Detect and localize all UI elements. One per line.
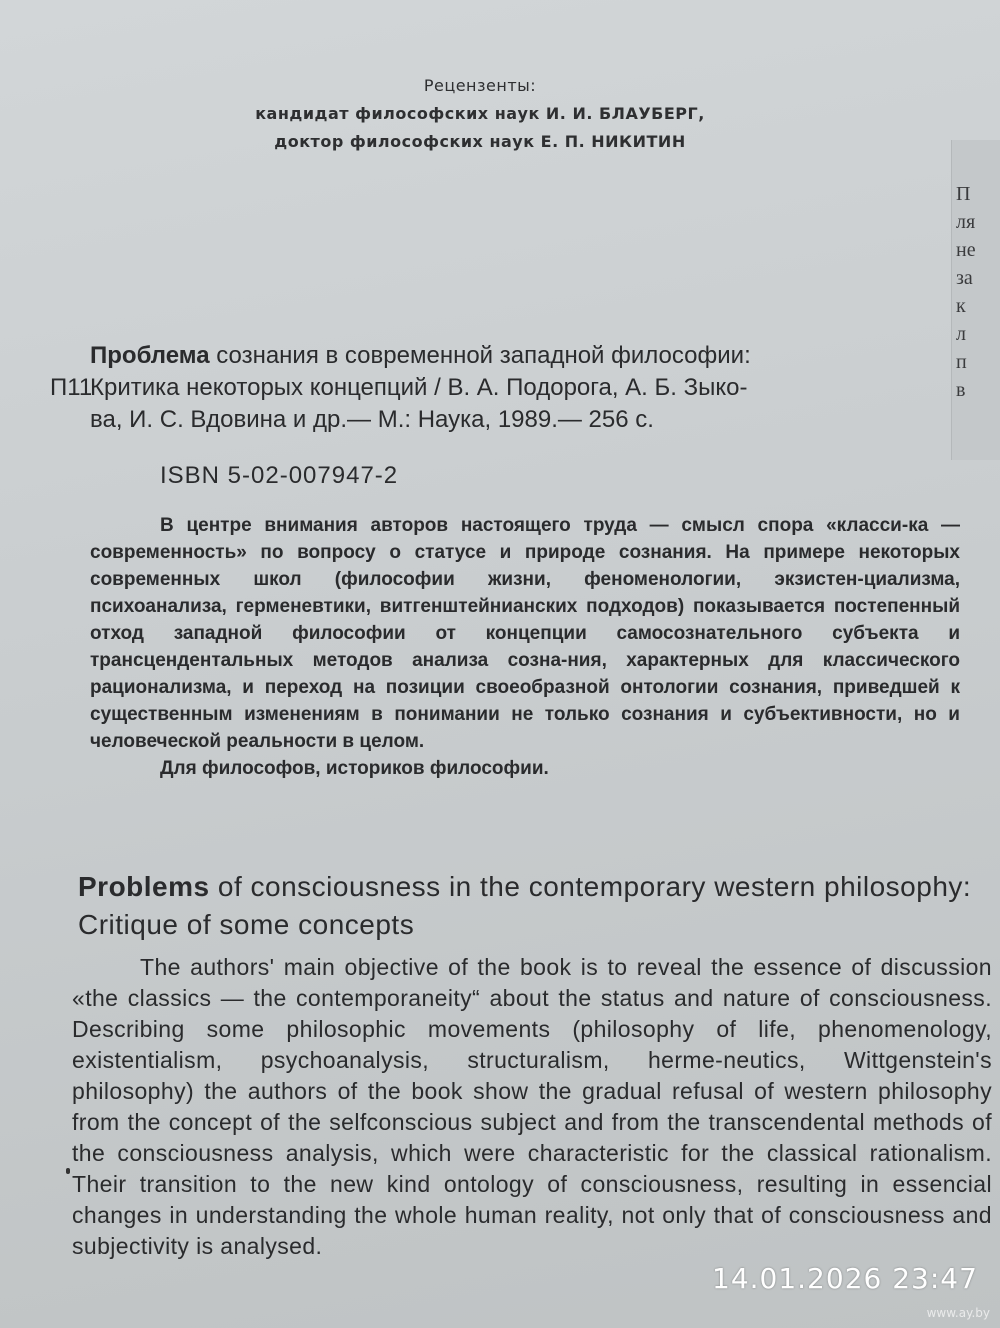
edge-letter: за <box>956 267 973 289</box>
english-title-rest: of consciousness in the contemporary western philosophy: Critique of some concepts <box>78 871 972 940</box>
biblio-line-2 <box>50 372 960 404</box>
isbn: ISBN 5-02-007947-2 <box>160 462 399 489</box>
edge-letter: п <box>956 351 967 373</box>
english-annotation-paragraph: The authors' main objective of the book is to reveal the essence of discussion «the classics — the contemporaneity“ about the status and nature of consciousness. Describing some philosophic movements (philosophy of life, phenomenology, existentialism, psychoanalysis, structuralism, herme-neutics, Wittgenstein's philosophy) the authors of the book show the gradual refusal of western philosophy from the concept of the selfconscious subject and from the transcendental methods of the consciousness analysis, which were characteristic for the classical rationalism. Their transition to the new kind ontology of consciousness, resulting in essencial changes in understanding the whole human reality, not only that of consciousness and subjectivity is analysed. <box>72 954 992 1259</box>
edge-letter: П <box>956 183 971 205</box>
biblio-line-3 <box>60 404 960 436</box>
edge-letter: л <box>956 323 966 345</box>
biblio-subtitle: Критика некоторых концепций / В. А. Подорога, А. Б. Зыко- <box>90 374 748 401</box>
english-title-bold: Problems <box>78 871 210 902</box>
bibliographic-entry <box>50 340 960 436</box>
russian-audience: Для философов, историков философии. <box>160 758 549 779</box>
photo-timestamp: 14.01.2026 23:47 <box>712 1262 978 1295</box>
reviewer-line: кандидат философских наук И. И. БЛАУБЕРГ, <box>255 104 705 123</box>
reviewers-heading: Рецензенты: <box>423 76 537 95</box>
edge-letter: не <box>956 239 976 261</box>
reviewers-block <box>200 72 760 156</box>
english-annotation <box>72 952 992 1262</box>
biblio-publication: ва, И. С. Вдовина и др.— М.: Наука, 1989.— 256 с. <box>90 406 654 433</box>
biblio-line-1 <box>60 340 960 372</box>
edge-letter: в <box>956 379 966 401</box>
classification-code: П11 <box>50 374 93 401</box>
watermark: www.ay.by <box>926 1306 990 1320</box>
ink-speck <box>66 1168 70 1174</box>
edge-letter: ля <box>956 211 976 233</box>
edge-letter: к <box>956 295 966 317</box>
reviewer-line: доктор философских наук Е. П. НИКИТИН <box>274 132 686 151</box>
russian-annotation-paragraph: В центре внимания авторов настоящего труда — смысл спора «класси-ка — современность» по вопросу о статусе и природе сознания. На примере некоторых современных школ (философии жизни, феноменологии, экзистен-циализма, психоанализа, герменевтики, витгенштейнианских подходов) показывается постепенный отход западной философии от концепции самосознательного субъекта и трансцендентальных методов анализа созна-ния, характерных для классического рационализма, и переход на позиции своеобразной онтологии сознания, приведшей к существенным изменениям в понимании не только сознания и субъективности, но и человеческой реальности в целом. <box>90 515 960 752</box>
english-title <box>78 868 978 944</box>
adjacent-page-text <box>956 180 996 404</box>
biblio-title-bold: Проблема <box>90 342 210 369</box>
russian-annotation <box>90 512 960 782</box>
biblio-title-rest: сознания в современной западной философии: <box>209 342 751 369</box>
